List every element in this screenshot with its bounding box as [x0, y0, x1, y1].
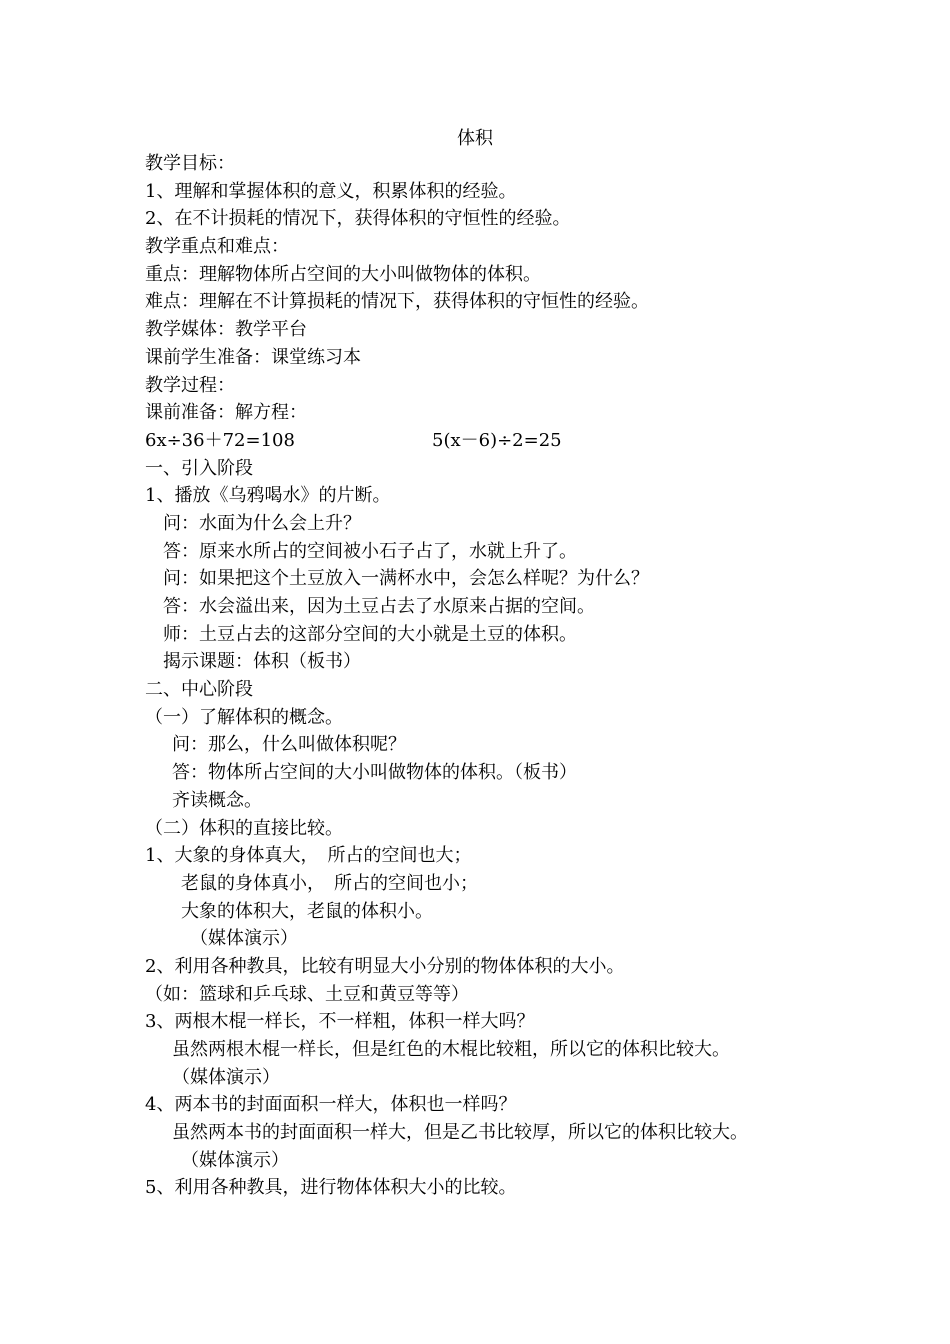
text-line: （媒体演示）: [190, 928, 298, 950]
text-line: 虽然两根木棍一样长，但是红色的木棍比较粗，所以它的体积比较大。: [172, 1039, 730, 1060]
text-line: 1、大象的身体真大， 所占的空间也大；: [145, 845, 472, 867]
text-line: 答：物体所占空间的大小叫做物体的体积。（板书）: [172, 762, 577, 784]
text-line: 1、理解和掌握体积的意义，积累体积的经验。: [145, 180, 517, 202]
section-heading: 教学重点和难点：: [145, 236, 289, 258]
equation-right: 5(x－6)÷2=25: [432, 429, 562, 451]
section-heading: 教学过程：: [145, 374, 235, 396]
text-line: 答：原来水所占的空间被小石子占了，水就上升了。: [163, 540, 577, 562]
text-line: 齐读概念。: [172, 789, 262, 811]
text-line: 答：水会溢出来，因为土豆占去了水原来占据的空间。: [163, 596, 595, 617]
text-line: 课前学生准备：课堂练习本: [145, 346, 361, 368]
text-line: 3、两根木棍一样长，不一样粗，体积一样大吗？: [145, 1011, 535, 1033]
text-line: 问：水面为什么会上升？: [163, 512, 361, 534]
text-line: 问：那么，什么叫做体积呢？: [172, 734, 406, 756]
text-line: （一）了解体积的概念。: [145, 706, 343, 728]
section-heading: 教学目标：: [145, 153, 235, 174]
text-line: 2、利用各种教具，比较有明显大小分别的物体体积的大小。: [145, 955, 625, 977]
text-line: 难点：理解在不计算损耗的情况下，获得体积的守恒性的经验。: [145, 291, 649, 313]
text-line: （如：篮球和乒乓球、土豆和黄豆等等）: [145, 983, 469, 1005]
text-line: 大象的体积大，老鼠的体积小。: [181, 900, 433, 922]
equation-row: [145, 427, 845, 455]
text-line: 老鼠的身体真小， 所占的空间也小；: [181, 872, 478, 894]
document-body: [145, 150, 845, 1202]
text-line: （二）体积的直接比较。: [145, 817, 343, 839]
text-line: 二、中心阶段: [145, 679, 253, 701]
equation-left: 6x÷36＋72=108: [145, 429, 295, 451]
text-line: 问：如果把这个土豆放入一满杯水中，会怎么样呢？为什么？: [163, 568, 649, 590]
text-line: （媒体演示）: [172, 1066, 280, 1088]
text-line: 课前准备：解方程：: [145, 402, 307, 424]
page-title: 体积: [457, 128, 493, 149]
text-line: 1、播放《乌鸦喝水》的片断。: [145, 485, 391, 507]
text-line: 揭示课题：体积（板书）: [163, 651, 361, 673]
text-line: （媒体演示）: [181, 1149, 289, 1171]
text-line: 虽然两本书的封面面积一样大，但是乙书比较厚，所以它的体积比较大。: [172, 1122, 748, 1144]
text-line: 5、利用各种教具，进行物体体积大小的比较。: [145, 1177, 517, 1199]
text-line: 4、两本书的封面面积一样大，体积也一样吗？: [145, 1094, 517, 1116]
text-line: 师：土豆占去的这部分空间的大小就是土豆的体积。: [163, 623, 577, 645]
text-line: 一、引入阶段: [145, 457, 253, 479]
text-line: 2、在不计损耗的情况下，获得体积的守恒性的经验。: [145, 208, 571, 230]
text-line: 重点：理解物体所占空间的大小叫做物体的体积。: [145, 263, 541, 285]
text-line: 教学媒体：教学平台: [145, 319, 307, 341]
